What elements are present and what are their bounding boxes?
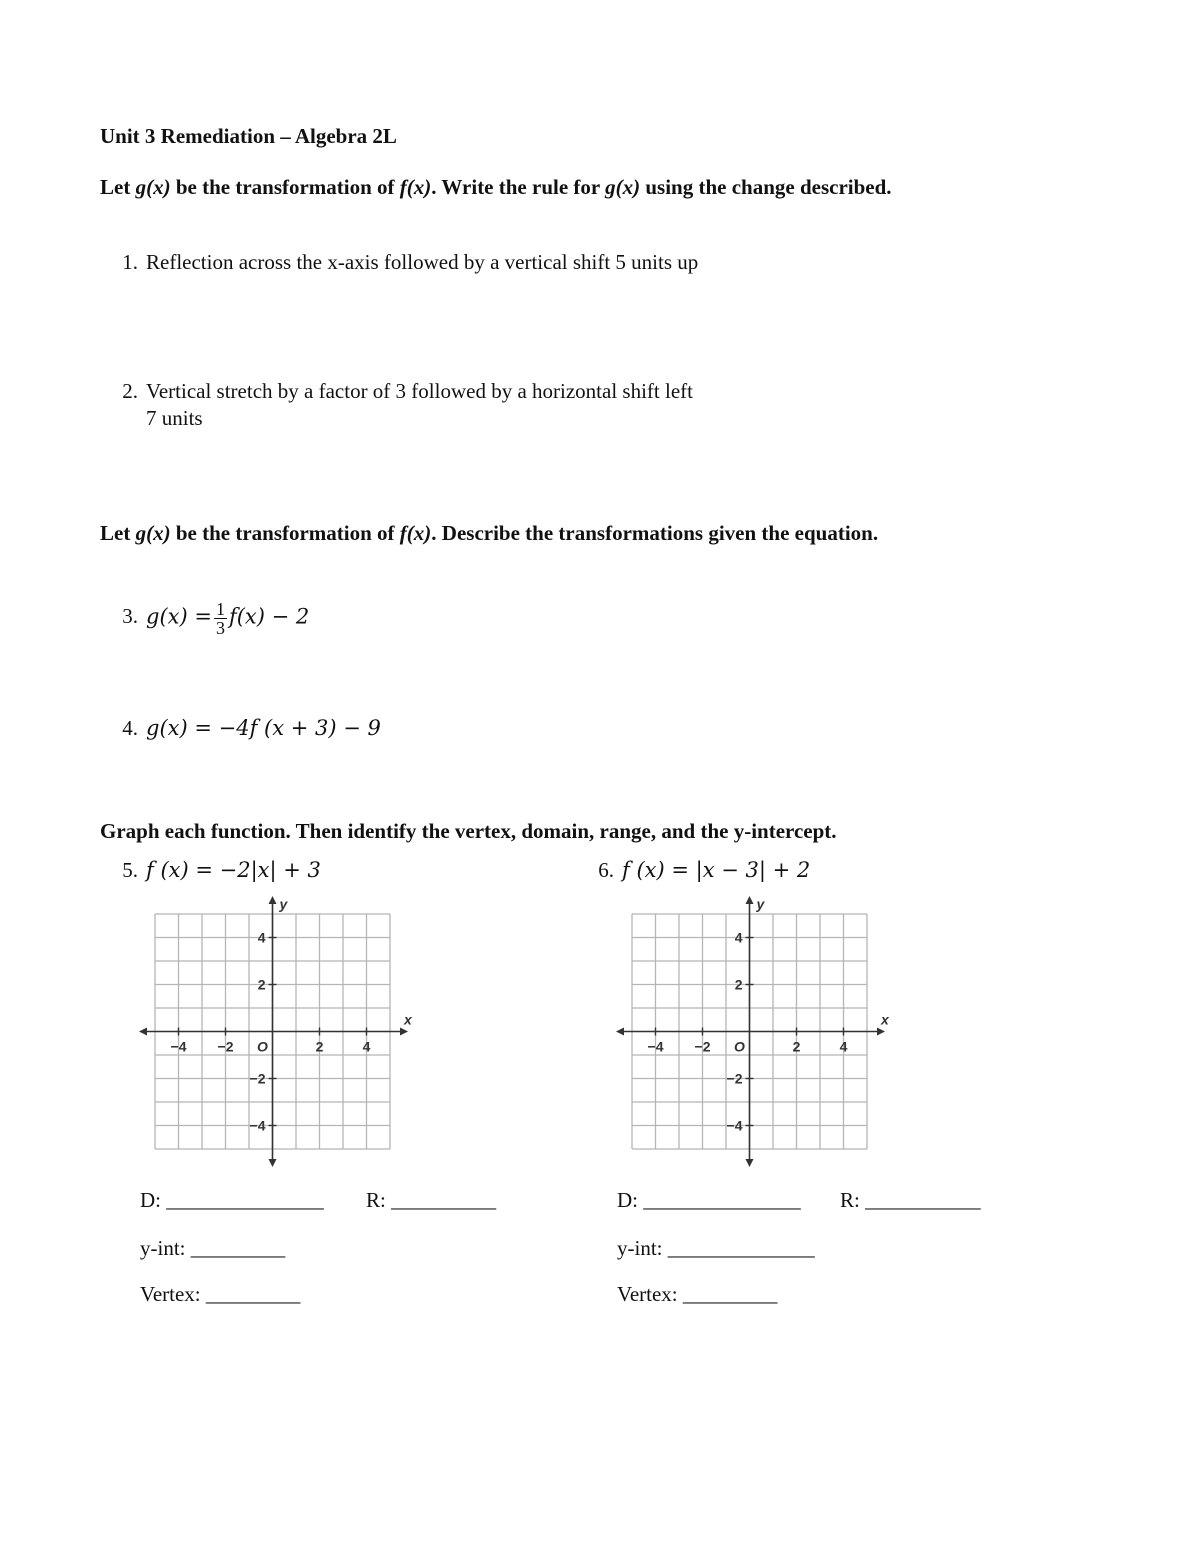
y-tick-label: 2 xyxy=(734,976,743,993)
question-2: 2. Vertical stretch by a factor of 3 followed by a horizontal shift left xyxy=(122,379,693,403)
x-tick-label: 4 xyxy=(362,1038,371,1055)
y-axis-label: y xyxy=(756,896,765,912)
x-axis-label: x xyxy=(881,1011,889,1028)
x-tick-label: 2 xyxy=(315,1038,324,1055)
domain-blank-5[interactable]: D: _______________ xyxy=(140,1188,324,1212)
section2-instruction: Let g(x) be the transformation of f(x). Describe the transformations given the equation. xyxy=(100,521,879,545)
arrow-right-icon xyxy=(877,1028,885,1036)
arrow-left-icon xyxy=(139,1028,147,1036)
y-tick-label: −2 xyxy=(726,1070,743,1087)
yint-blank-5[interactable]: y-int: _________ xyxy=(140,1236,286,1260)
arrow-up-icon xyxy=(269,896,277,904)
y-tick-label: 4 xyxy=(734,929,743,946)
x-tick-label: −4 xyxy=(170,1038,187,1055)
y-axis-label: y xyxy=(279,896,288,912)
y-tick-label: −4 xyxy=(726,1117,743,1134)
coordinate-grid-5[interactable] xyxy=(135,890,415,1172)
origin-label: O xyxy=(257,1038,268,1055)
page-title: Unit 3 Remediation – Algebra 2L xyxy=(100,124,397,148)
x-tick-label: −4 xyxy=(647,1038,664,1055)
x-axis-label: x xyxy=(404,1011,412,1028)
y-tick-label: 4 xyxy=(257,929,266,946)
section1-instruction: Let g(x) be the transformation of f(x). Write the rule for g(x) using the change described. xyxy=(100,175,892,199)
arrow-left-icon xyxy=(616,1028,624,1036)
y-tick-label: 2 xyxy=(257,976,266,993)
arrow-down-icon xyxy=(746,1159,754,1167)
y-tick-label: −4 xyxy=(249,1117,266,1134)
arrow-right-icon xyxy=(400,1028,408,1036)
yint-blank-6[interactable]: y-int: ______________ xyxy=(617,1236,815,1260)
x-tick-label: 4 xyxy=(839,1038,848,1055)
domain-blank-6[interactable]: D: _______________ xyxy=(617,1188,801,1212)
range-blank-5[interactable]: R: __________ xyxy=(366,1188,497,1212)
question-1: 1. Reflection across the x-axis followed by a vertical shift 5 units up xyxy=(122,250,699,274)
question-3: 3. g(x) = $\frac{1}{3}$ f(x) − 2 xyxy=(122,599,310,638)
arrow-down-icon xyxy=(269,1159,277,1167)
range-blank-6[interactable]: R: ___________ xyxy=(840,1188,981,1212)
question-4: 4. g(x) = −4f (x + 3) − 9 xyxy=(122,716,381,740)
coordinate-grid-6[interactable] xyxy=(612,890,892,1172)
origin-label: O xyxy=(734,1038,745,1055)
question-2-line2: 7 units xyxy=(146,406,203,430)
problem-5: 5. f (x) = −2|x| + 3 xyxy=(122,858,321,882)
x-tick-label: 2 xyxy=(792,1038,801,1055)
x-tick-label: −2 xyxy=(217,1038,234,1055)
fraction-one-third: $\frac{1}{3}$ xyxy=(215,599,225,638)
arrow-up-icon xyxy=(746,896,754,904)
y-tick-label: −2 xyxy=(249,1070,266,1087)
vertex-blank-6[interactable]: Vertex: _________ xyxy=(617,1282,778,1306)
x-tick-label: −2 xyxy=(694,1038,711,1055)
vertex-blank-5[interactable]: Vertex: _________ xyxy=(140,1282,301,1306)
section3-instruction: Graph each function. Then identify the vertex, domain, range, and the y-intercept. xyxy=(100,819,837,843)
problem-6: 6. f (x) = |x − 3| + 2 xyxy=(598,858,811,882)
